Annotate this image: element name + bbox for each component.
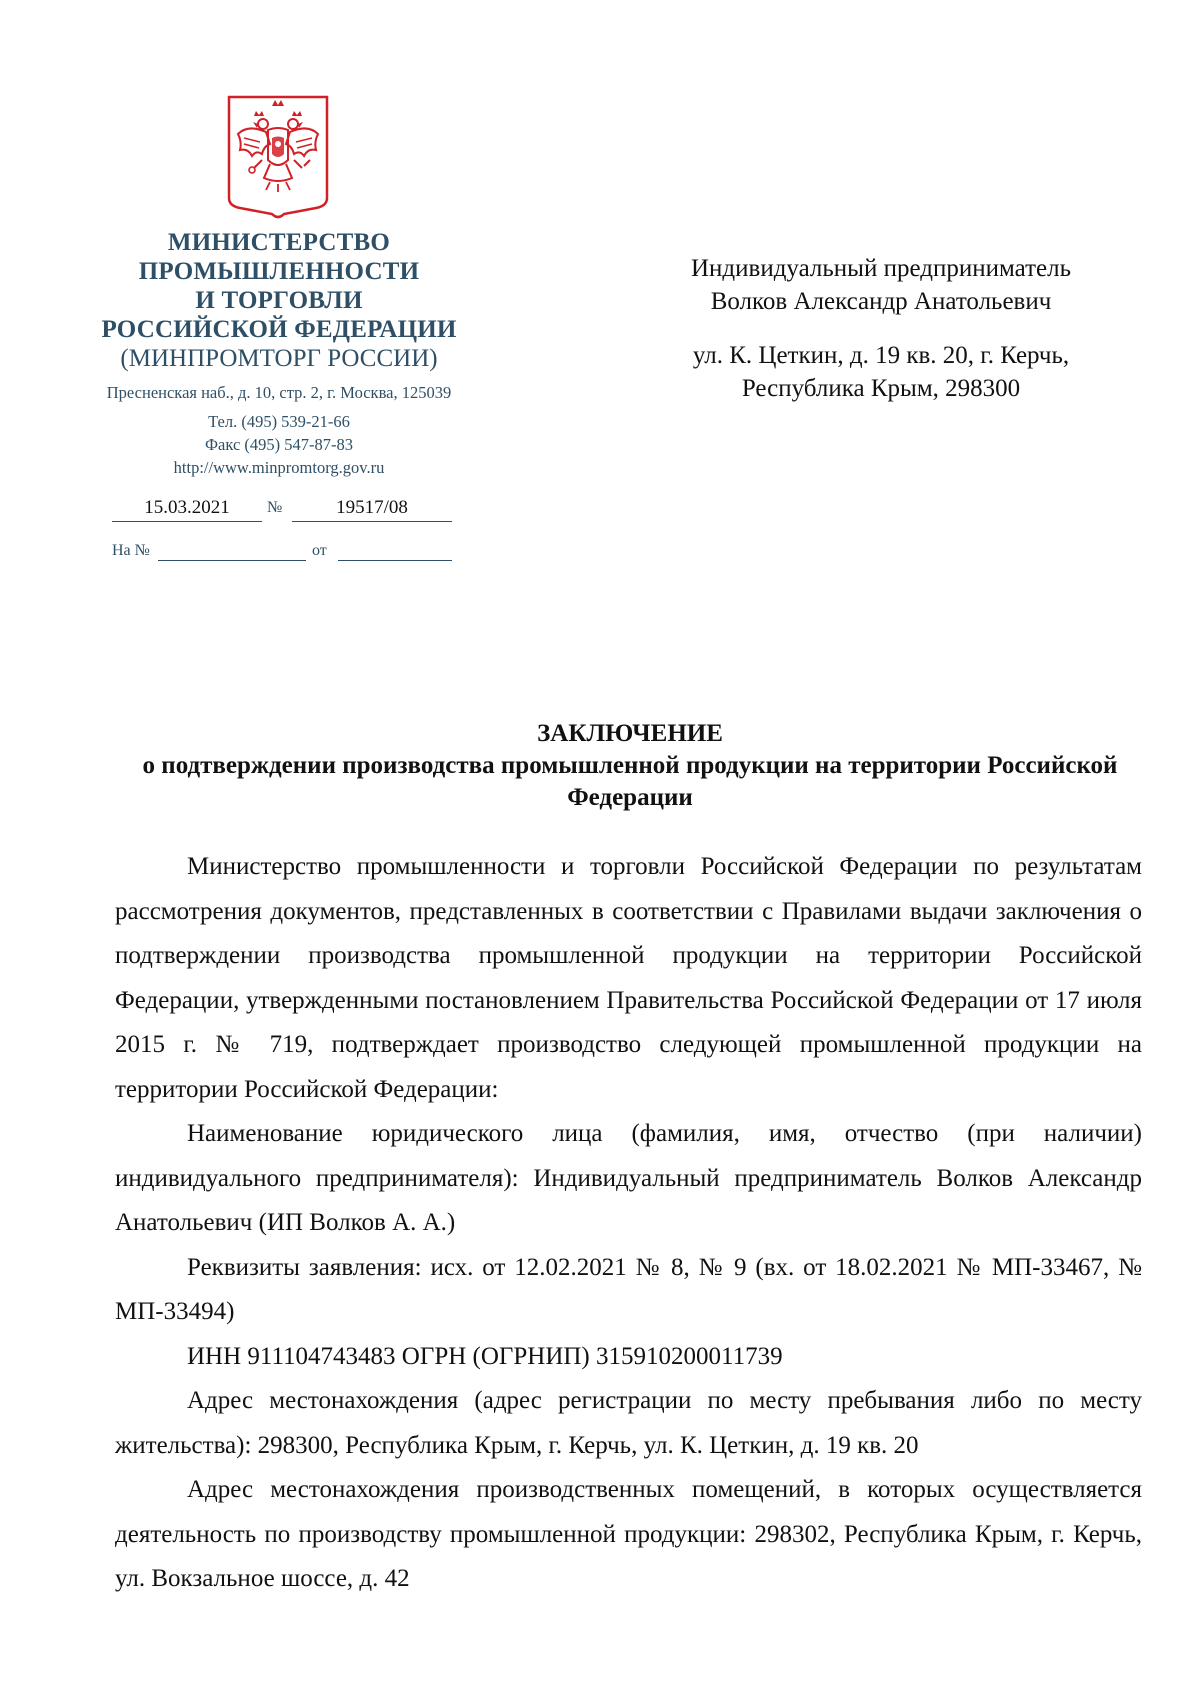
reference-from-label: от [312,542,327,559]
document-subheading: о подтверждении производства промышленной продукции на территории Российской Федерации [142,752,1118,811]
body-paragraph: Министерство промышленности и торговли Российской Федерации по результатам рассмотрения документов, представленных в соответствии с Правилами выдачи заключения о подтверждении производства промышленной продукции на территории Российской Федерации, утвержденными постановлением Правительства Российской Федерации от 17 июля 2015 г. № 719, подтверждает производство следующей промышленной продукции на территории Российской Федерации: [115,853,1142,1103]
addressee-name: Волков Александр Анатольевич [710,288,1052,315]
body-paragraph: Наименование юридического лица (фамилия, имя, отчество (при наличии) индивидуального предпринимателя): Индивидуальный предприниматель Волков Александр Анатольевич (ИП Волков А. А.) [115,1120,1142,1236]
document-heading: ЗАКЛЮЧЕНИЕ [537,720,723,747]
ministry-fax: Факс (495) 547-87-83 [204,435,354,454]
ministry-name-line: МИНИСТЕРСТВО [167,229,391,256]
ministry-phone: Тел. (495) 539-21-66 [208,412,350,431]
document-body [115,845,1142,1602]
body-paragraph: Реквизиты заявления: исх. от 12.02.2021 № 8, № 9 (вх. от 18.02.2021 № МП-33467, № МП-33494) [115,1253,1142,1325]
registration-date: 15.03.2021 [112,497,262,522]
document-title [60,718,1200,814]
ministry-name-line: И ТОРГОВЛИ [195,287,363,314]
ministry-name [86,228,472,374]
ministry-short-name: (МИНПРОМТОРГ РОССИИ) [120,345,438,372]
ministry-name-line: ПРОМЫШЛЕННОСТИ [138,258,420,285]
reference-line [112,542,452,566]
addressee-address: ул. К. Цеткин, д. 19 кв. 20, г. Керчь, [692,342,1070,369]
registration-line [112,497,452,523]
ministry-name-line: РОССИЙСКОЙ ФЕДЕРАЦИИ [101,316,457,343]
addressee-title: Индивидуальный предприниматель [691,255,1071,282]
reference-number-blank [158,542,306,561]
coat-of-arms-icon [226,94,330,222]
ministry-contacts [86,381,472,479]
body-paragraph: ИНН 911104743483 ОГРН (ОГРНИП) 315910200011739 [187,1342,783,1370]
reference-number-label: На № [112,542,150,559]
registration-number: 19517/08 [292,497,452,522]
addressee-address: Республика Крым, 298300 [741,375,1021,402]
reference-date-blank [338,542,452,561]
body-paragraph: Адрес местонахождения (адрес регистрации по месту пребывания либо по месту жительства): 298300, Республика Крым, г. Керчь, ул. К. Цеткин, д. 19 кв. 20 [115,1387,1142,1459]
registration-number-label: № [267,499,283,516]
ministry-website[interactable]: http://www.minpromtorg.gov.ru [173,458,385,477]
body-paragraph: Адрес местонахождения производственных помещений, в которых осуществляется деятельность по производству промышленной продукции: 298302, Республика Крым, г. Керчь, ул. Вокзальное шоссе, д. 42 [115,1476,1142,1592]
ministry-address: Пресненская наб., д. 10, стр. 2, г. Москва, 125039 [106,383,452,402]
addressee-block [636,252,1126,405]
